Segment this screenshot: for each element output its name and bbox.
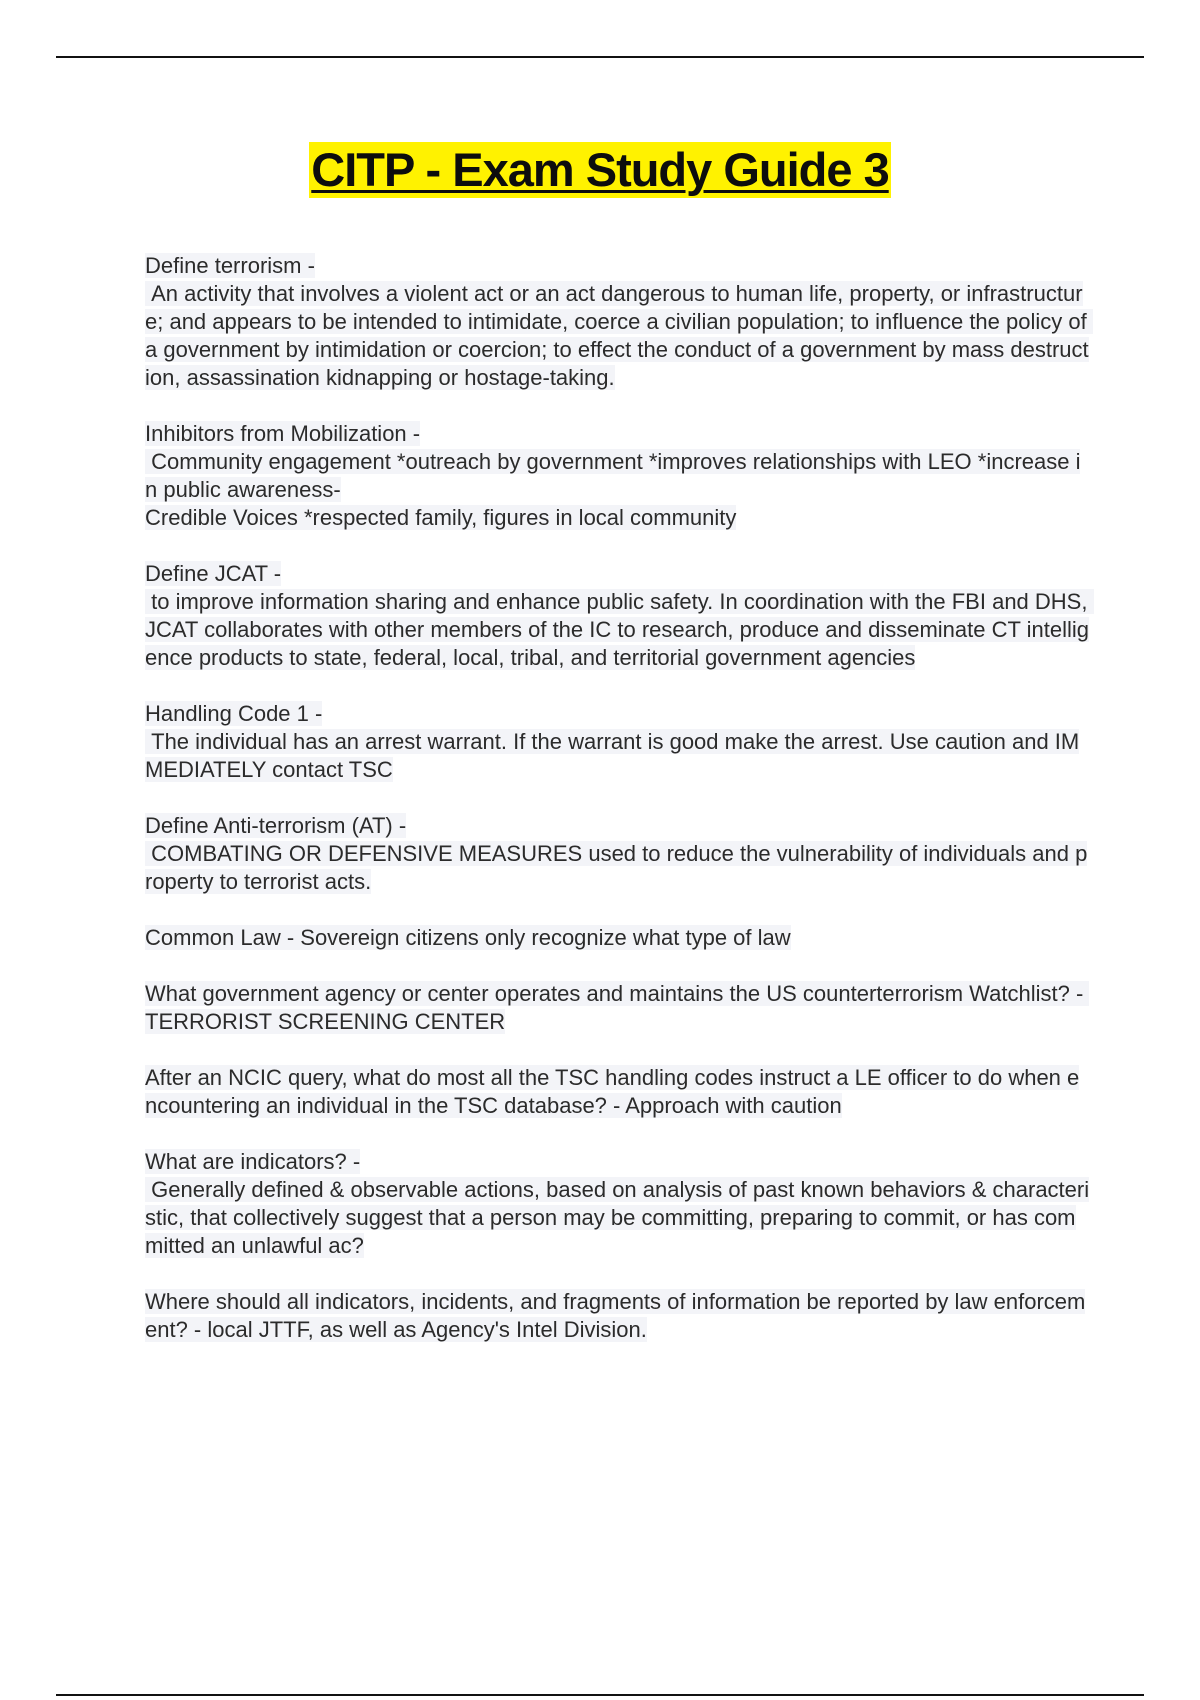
qa-item	[145, 980, 1091, 1036]
qa-item	[145, 252, 1091, 392]
qa-question: Define JCAT -	[145, 561, 282, 586]
qa-question: Inhibitors from Mobilization -	[145, 421, 421, 446]
qa-question: Common Law - Sovereign citizens only recognize what type of law	[145, 925, 791, 950]
qa-item	[145, 1288, 1091, 1344]
title-container	[0, 142, 1200, 198]
top-rule	[56, 56, 1144, 58]
qa-answer: COMBATING OR DEFENSIVE MEASURES used to reduce the vulnerability of individuals and property to terrorist acts.	[145, 841, 1088, 894]
qa-answer: The individual has an arrest warrant. If the warrant is good make the arrest. Use caution and IMMEDIATELY contact TSC	[145, 729, 1080, 782]
qa-item	[145, 812, 1091, 896]
qa-answer: Community engagement *outreach by government *improves relationships with LEO *increase in public awareness- Credible Voices *respected family, figures in local community	[145, 449, 1081, 530]
qa-question: Define Anti-terrorism (AT) -	[145, 813, 407, 838]
qa-answer: to improve information sharing and enhance public safety. In coordination with the FBI and DHS, JCAT collaborates with other members of the IC to research, produce and disseminate CT intelligence products to state, federal, local, tribal, and territorial government agencies	[145, 589, 1094, 670]
qa-question: What are indicators? -	[145, 1149, 361, 1174]
qa-item	[145, 700, 1091, 784]
qa-item	[145, 1064, 1091, 1120]
qa-question: Handling Code 1 -	[145, 701, 323, 726]
qa-question: After an NCIC query, what do most all the TSC handling codes instruct a LE officer to do when encountering an individual in the TSC database? - Approach with caution	[145, 1065, 1080, 1118]
study-guide-content	[145, 252, 1094, 1372]
qa-question: What government agency or center operates and maintains the US counterterrorism Watchlist? - TERRORIST SCREENING CENTER	[145, 981, 1089, 1034]
qa-item	[145, 420, 1091, 532]
qa-answer: An activity that involves a violent act or an act dangerous to human life, property, or infrastructure; and appears to be intended to intimidate, coerce a civilian population; to influence the policy of a government by intimidation or coercion; to effect the conduct of a government by mass destruction, assassination kidnapping or hostage-taking.	[145, 281, 1093, 390]
qa-answer: Generally defined & observable actions, based on analysis of past known behaviors & characteristic, that collectively suggest that a person may be committing, preparing to commit, or has committed an unlawful ac?	[145, 1177, 1090, 1258]
bottom-rule	[56, 1694, 1144, 1696]
qa-item	[145, 924, 1091, 952]
qa-question: Where should all indicators, incidents, and fragments of information be reported by law enforcement? - local JTTF, as well as Agency's Intel Division.	[145, 1289, 1086, 1342]
qa-question: Define terrorism -	[145, 253, 315, 278]
page-title: CITP - Exam Study Guide 3	[311, 143, 889, 196]
qa-item	[145, 1148, 1091, 1260]
qa-item	[145, 560, 1094, 672]
